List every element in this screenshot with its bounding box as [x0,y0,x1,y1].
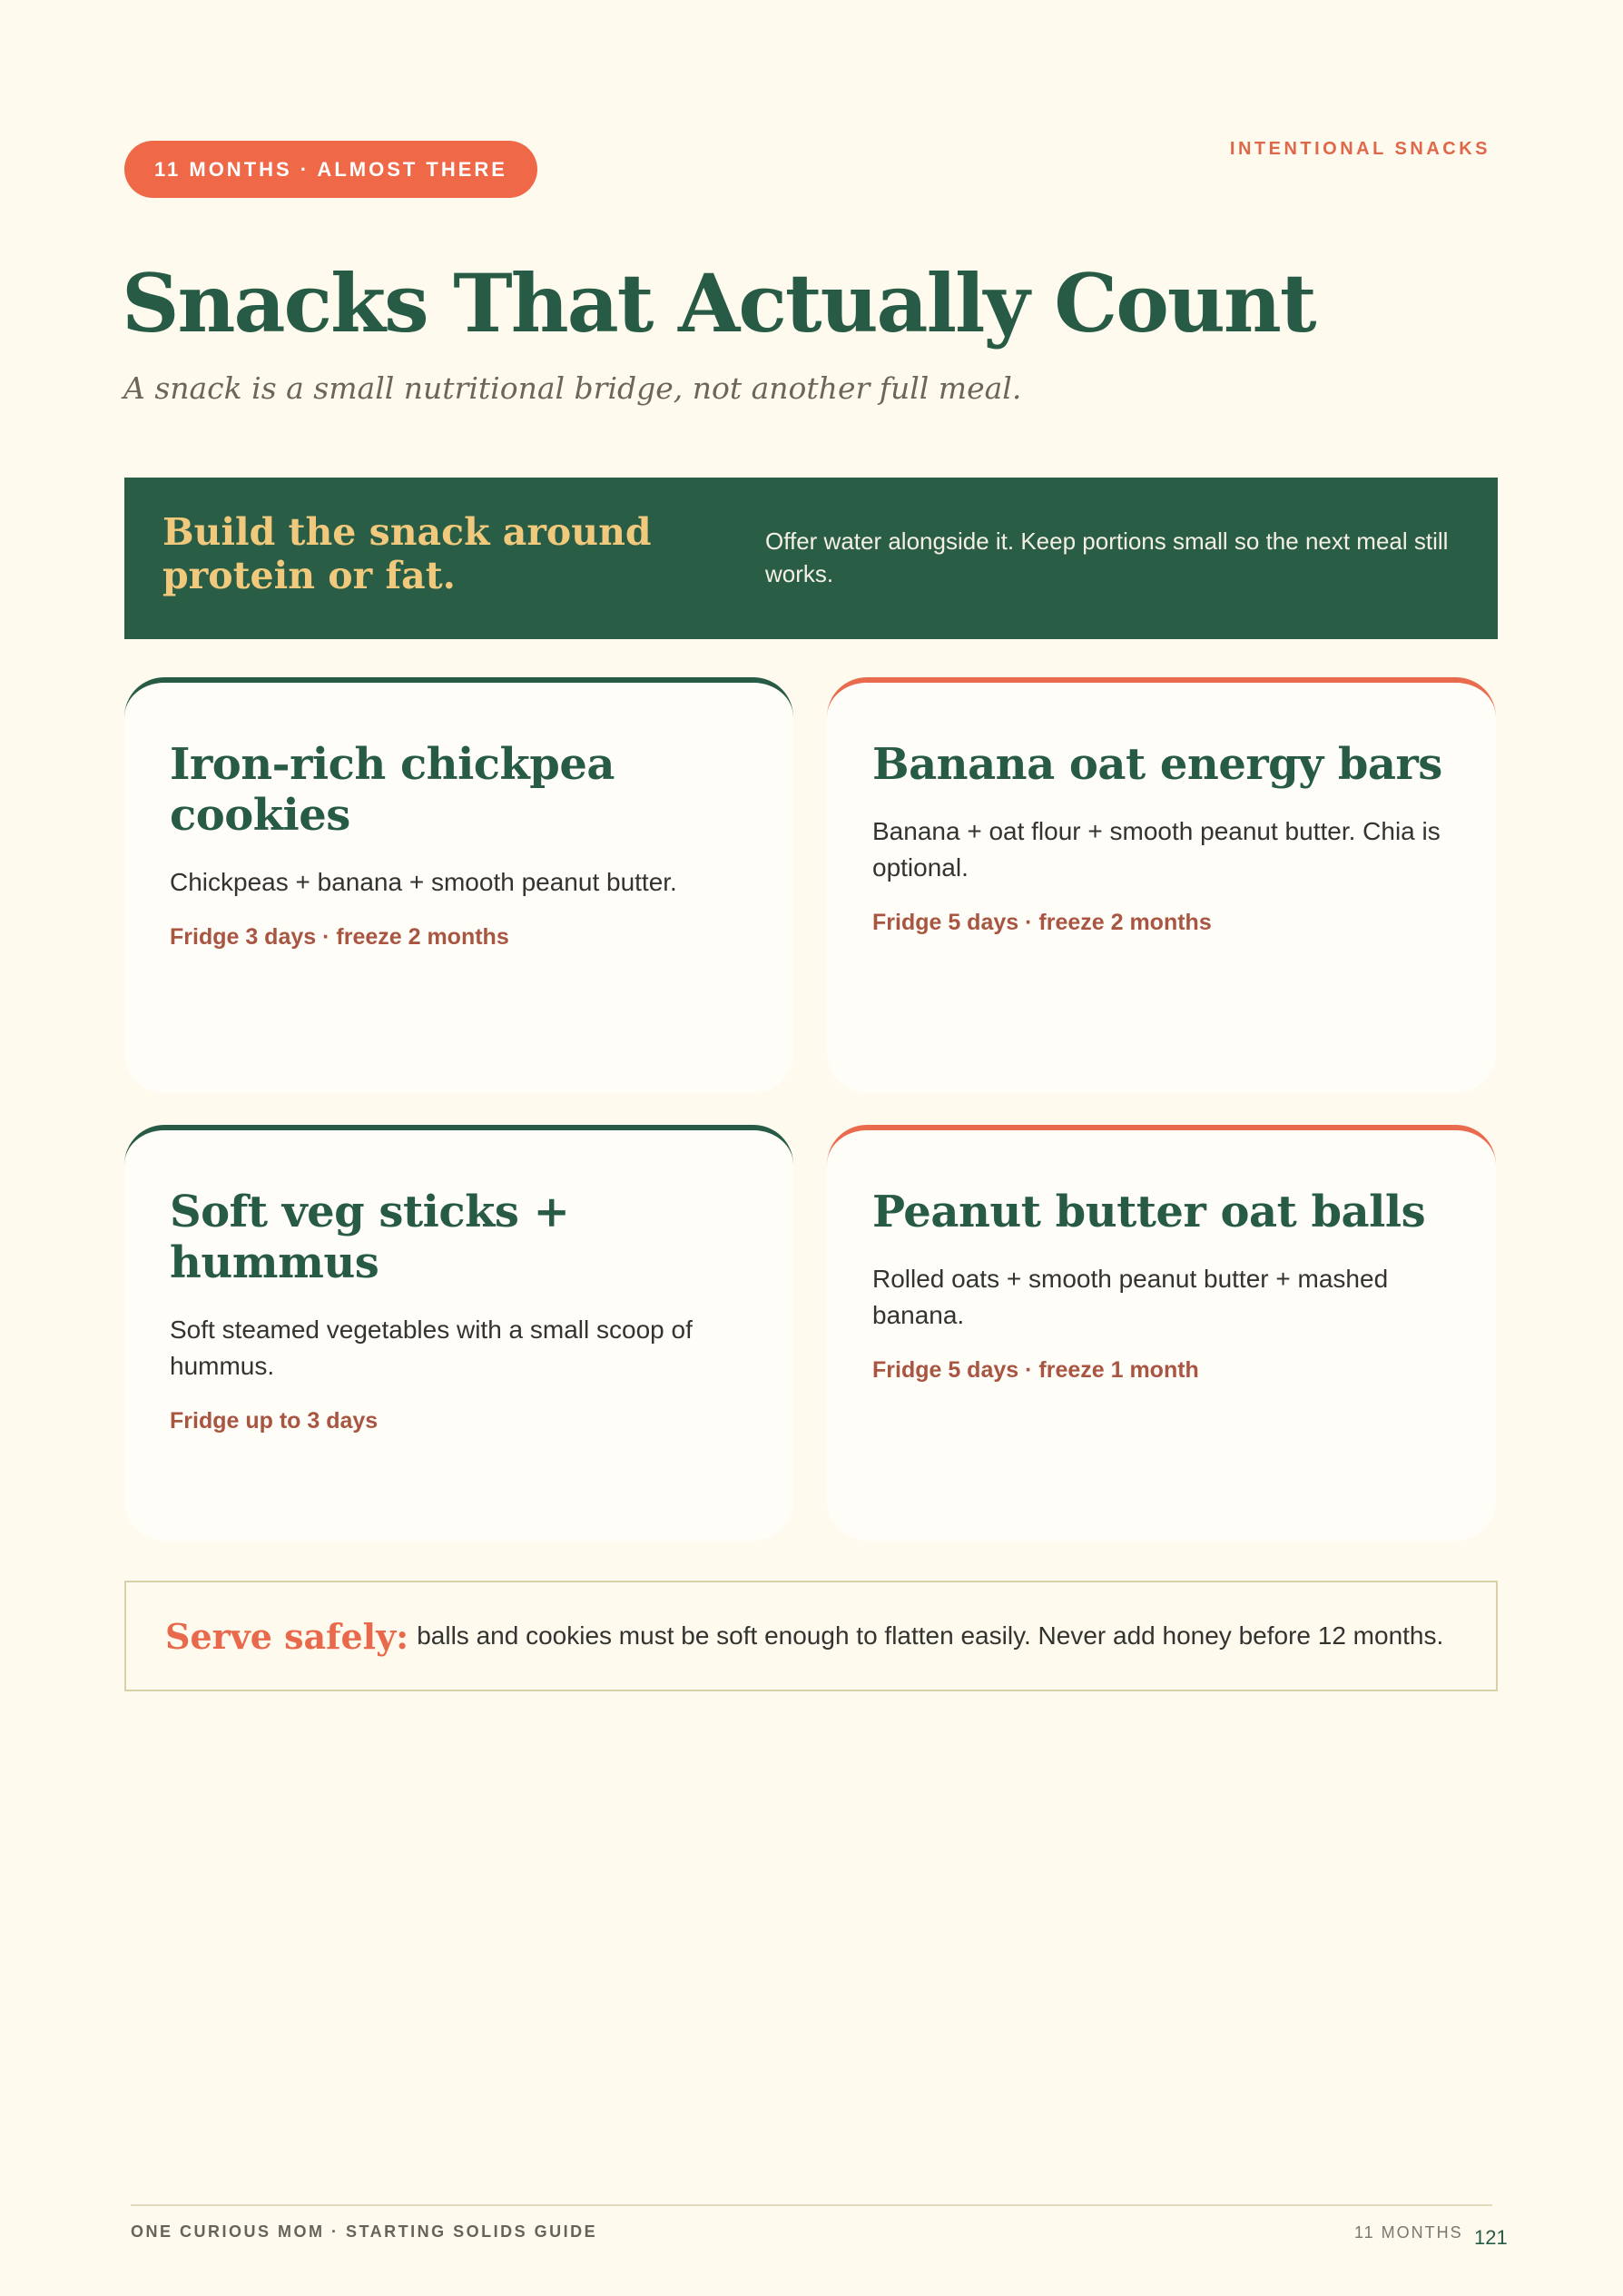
card-description: Rolled oats + smooth peanut butter + mashed banana. [872,1265,1389,1329]
tip-banner [124,478,1498,639]
card-title: Banana oat energy bars [872,739,1442,790]
age-pill: 11 MONTHS · ALMOST THERE [124,141,537,198]
snack-card-chickpea-cookies [124,677,793,1093]
card-storage: Fridge 3 days · freeze 2 months [170,924,509,950]
card-storage: Fridge 5 days · freeze 2 months [872,910,1212,935]
page-number: 121 [1474,2226,1508,2249]
footer-divider [131,2204,1492,2206]
footer-section: 11 MONTHS [1354,2223,1463,2242]
snack-card-veg-sticks-hummus [124,1125,793,1541]
banner-heading: Build the snack around protein or fat. [162,510,652,597]
card-storage: Fridge 5 days · freeze 1 month [872,1357,1199,1383]
card-description: Chickpeas + banana + smooth peanut butter. [170,868,677,896]
card-title: Soft veg sticks + hummus [170,1187,570,1288]
safety-text: balls and cookies must be soft enough to flatten easily. Never add honey before 12 months. [417,1621,1444,1650]
section-label: INTENTIONAL SNACKS [1229,139,1490,159]
card-description: Soft steamed vegetables with a small scoop of hummus. [170,1316,693,1380]
card-title: Iron-rich chickpea cookies [170,739,615,841]
card-title: Peanut butter oat balls [872,1187,1426,1237]
card-storage: Fridge up to 3 days [170,1408,379,1434]
safety-label: Serve safely: [165,1615,409,1657]
snack-card-banana-oat-bars [827,677,1496,1093]
safety-note [124,1581,1498,1691]
snack-card-peanut-butter-balls [827,1125,1496,1541]
page-subtitle: A snack is a small nutritional bridge, not another full meal. [123,370,1022,406]
banner-text: Offer water alongside it. Keep portions small so the next meal still works. [765,527,1449,587]
card-description: Banana + oat flour + smooth peanut butter. Chia is optional. [872,817,1441,882]
page-title: Snacks That Actually Count [122,256,1315,350]
footer-guide-title: ONE CURIOUS MOM · STARTING SOLIDS GUIDE [131,2222,598,2241]
